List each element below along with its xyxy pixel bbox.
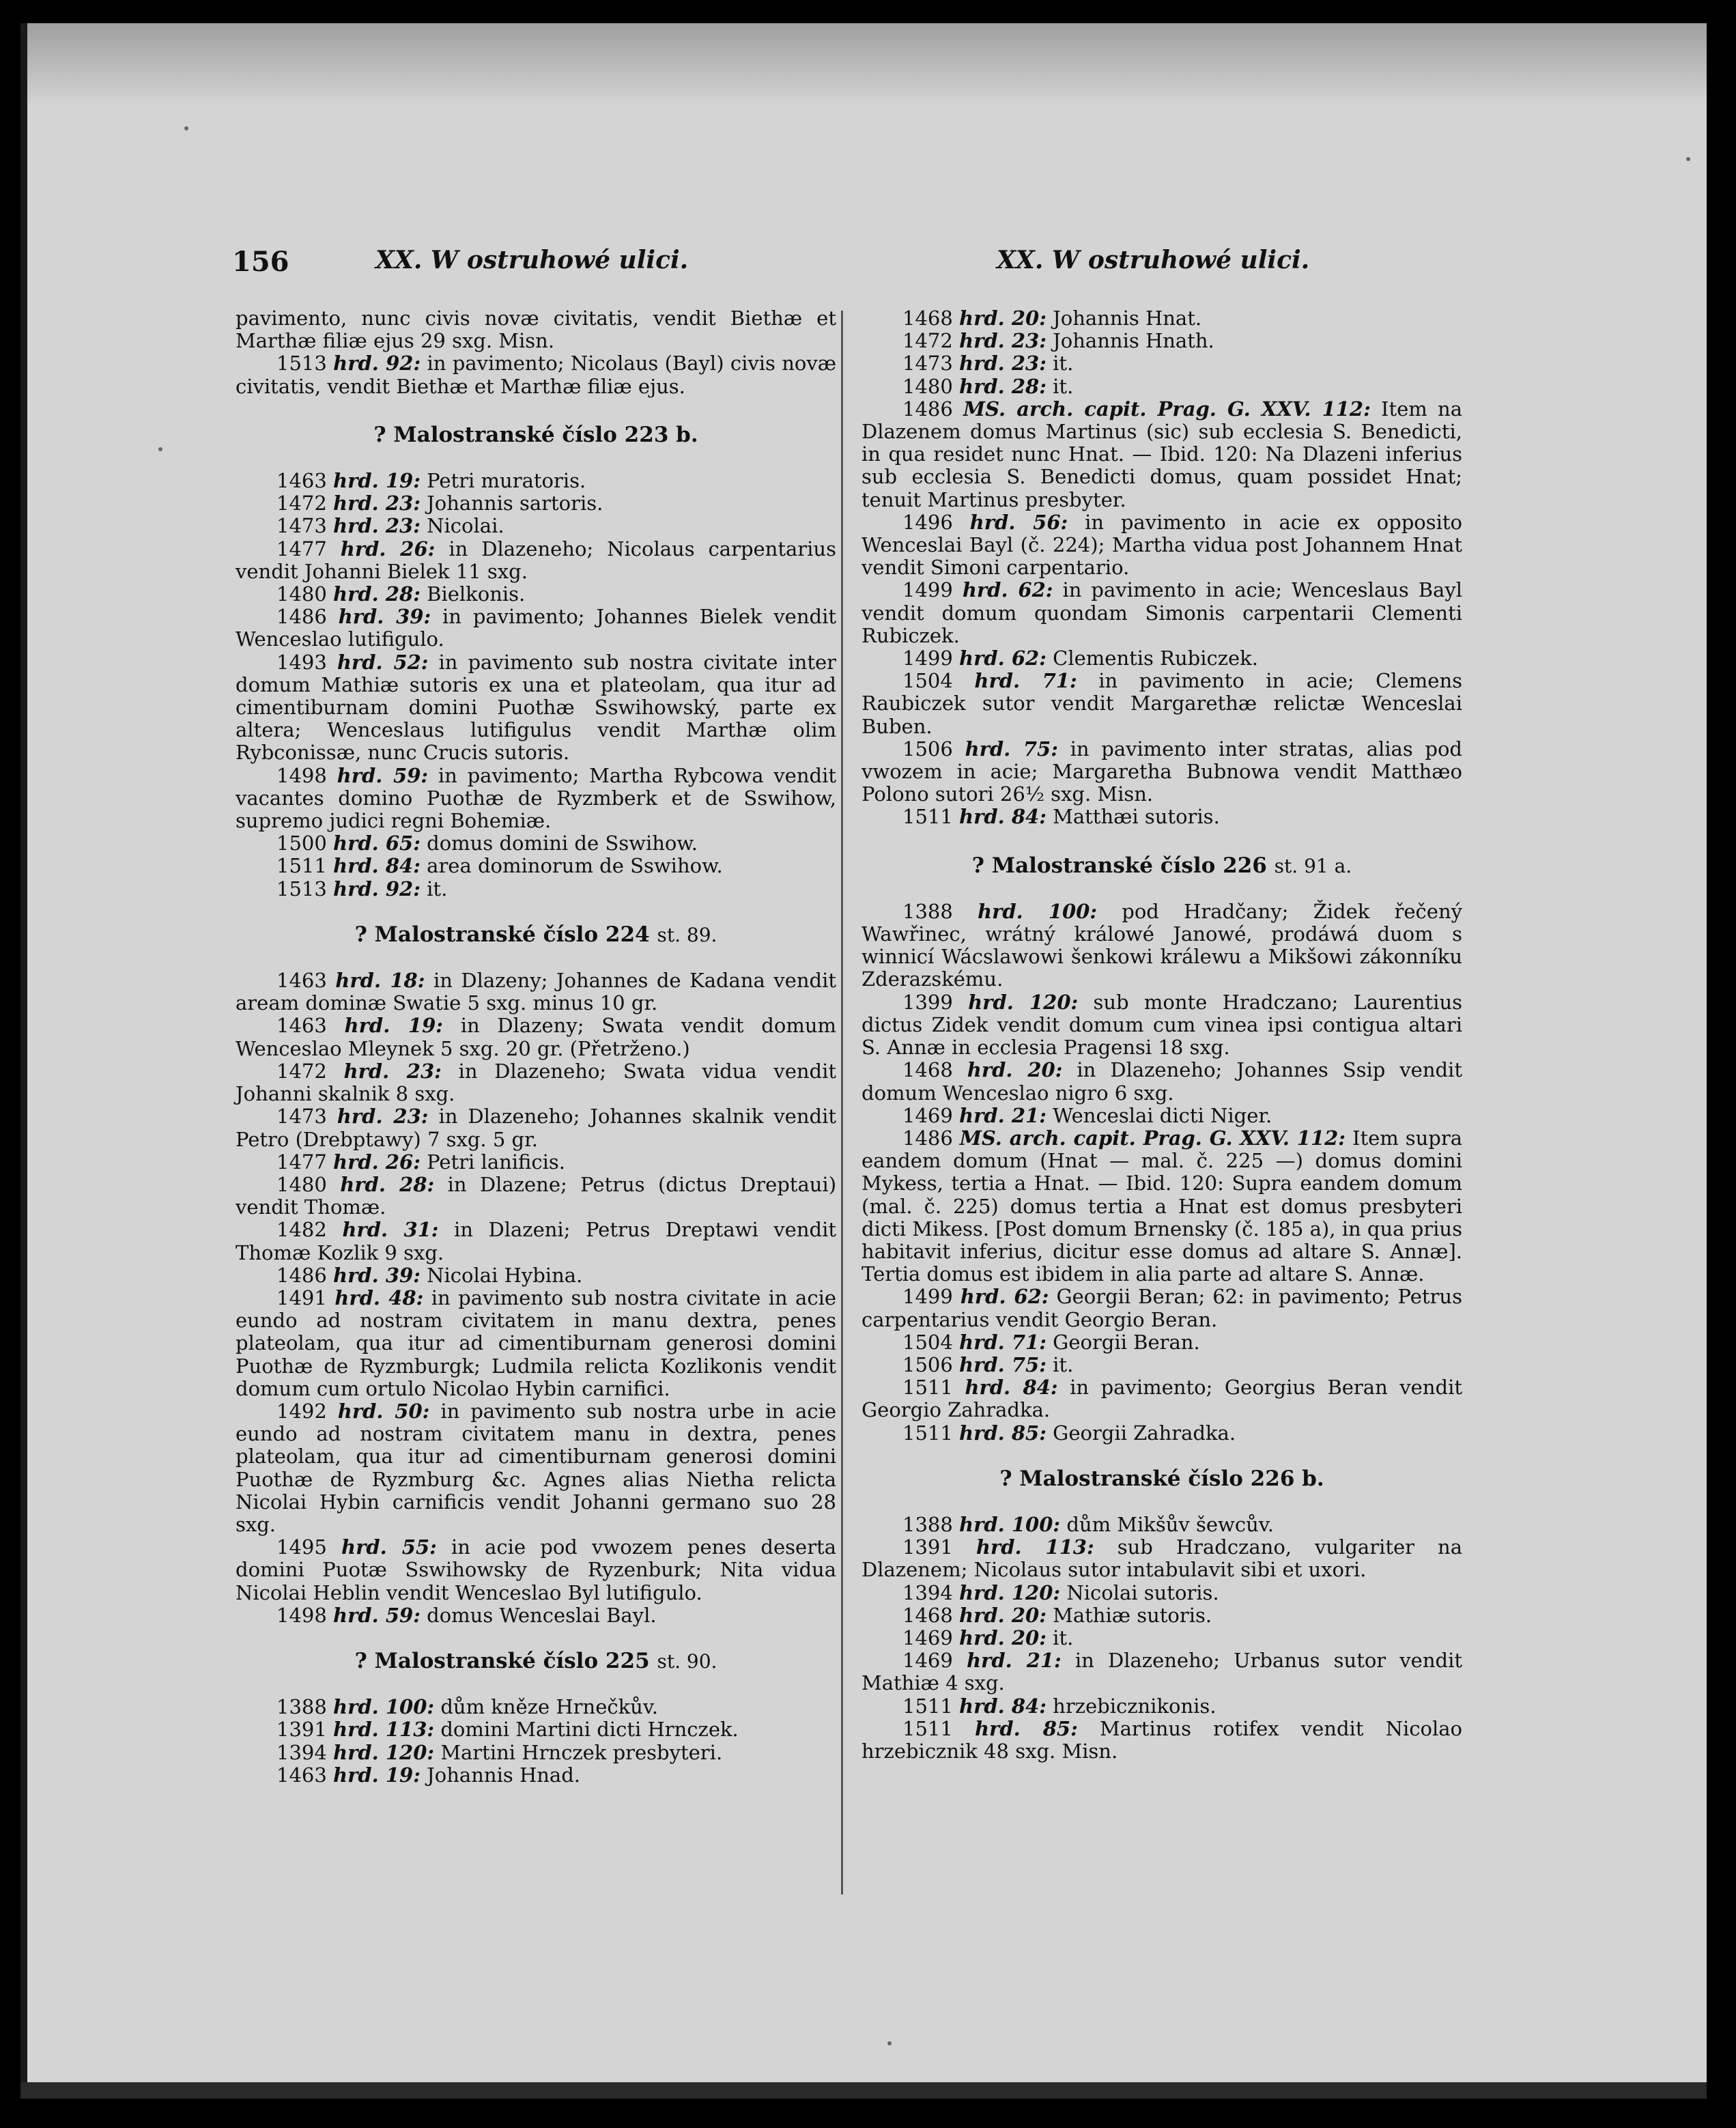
entry-text: Georgii Beran; 62: in pavimento; Petrus carpentarius vendit Georgio Beran. xyxy=(862,1285,1462,1331)
record-entry xyxy=(862,1695,1462,1718)
entry-year: 1473 xyxy=(276,1105,327,1129)
entry-text: Item supra eandem domum (Hnat — mal. č. 225 —) domus domini Mykess, tertia a Hnat. — Ibid. 120: Supra eandem domum (mal. č. 225) domus tertia a Hnat est domus presbyteri dicti Mikess. [Post domum Brnensky (č. 185 a), in qua prius habitavit inferius, dicitur esse domus ad altare S. Annæ]. Tertia domus est ibidem in alia parte ad altare S. Annæ. xyxy=(862,1126,1463,1286)
record-entry xyxy=(236,651,836,765)
entry-reference: hrd. 50: xyxy=(337,1399,430,1423)
entry-text: in Dlazeny; Swata vendit domum Wenceslao Mleynek 5 sxg. 20 gr. (Přetrženo.) xyxy=(236,1014,837,1060)
entry-reference: hrd. 28: xyxy=(959,374,1047,398)
entry-reference: hrd. 113: xyxy=(333,1718,435,1742)
record-entry xyxy=(236,538,836,583)
right-column xyxy=(862,307,1462,1763)
record-entry xyxy=(862,352,1462,375)
entry-reference: hrd. 62: xyxy=(960,1285,1049,1309)
entry-year: 1480 xyxy=(276,1172,327,1196)
entry-reference: hrd. 19: xyxy=(344,1014,443,1038)
entry-year: 1468 xyxy=(902,1603,953,1627)
header-title-left: XX. W ostruhowé ulici. xyxy=(375,246,689,274)
entry-reference: hrd. 18: xyxy=(335,969,425,993)
entry-text: in pavimento; Georgius Beran vendit Georgio Zahradka. xyxy=(862,1376,1463,1422)
record-entry xyxy=(236,878,836,900)
entry-text: in Dlazene; Petrus (dictus Dreptaui) vendit Thomæ. xyxy=(236,1172,837,1219)
entry-text: in pavimento; Johannes Bielek vendit Wenceslao lutifigulo. xyxy=(236,605,837,651)
entry-year: 1499 xyxy=(902,647,953,670)
entry-year: 1486 xyxy=(902,397,953,421)
entry-text: area dominorum de Sswihow. xyxy=(427,854,723,878)
record-entry xyxy=(862,806,1462,828)
entry-text: in pavimento; Martha Rybcowa vendit vacantes domino Puothæ de Ryzmberk et de Sswihow, supremo judici regni Bohemiæ. xyxy=(236,763,836,833)
entry-text: in pavimento in acie; Wenceslaus Bayl vendit domum quondam Simonis carpentarii Clementi Rubiczek. xyxy=(862,578,1462,647)
entry-year: 1511 xyxy=(902,1716,953,1740)
section-heading xyxy=(236,424,836,446)
entry-year: 1472 xyxy=(276,1059,327,1083)
entry-year: 1469 xyxy=(902,1103,953,1127)
section-heading-title: ? Malostranské číslo 224 xyxy=(354,922,650,947)
record-entry xyxy=(236,352,836,397)
entry-text: it. xyxy=(1053,374,1074,398)
record-entry xyxy=(236,1287,836,1400)
entry-reference: hrd. 120: xyxy=(968,990,1079,1014)
section-heading xyxy=(236,924,836,946)
entry-year: 1463 xyxy=(276,469,327,493)
entry-reference: hrd. 56: xyxy=(969,510,1068,534)
record-entry xyxy=(236,1264,836,1287)
entry-year: 1486 xyxy=(276,1263,327,1287)
entry-reference: hrd. 75: xyxy=(959,1352,1047,1376)
entry-text: Johannis Hnat. xyxy=(1053,307,1202,330)
record-entry xyxy=(862,1376,1462,1421)
running-header xyxy=(232,246,1570,287)
entry-text: it. xyxy=(1053,1352,1074,1376)
section-heading-sign: st. 89. xyxy=(657,923,717,946)
entry-year: 1394 xyxy=(276,1740,327,1764)
entry-reference: hrd. 55: xyxy=(341,1535,437,1559)
entry-text: in pavimento sub nostra civitate in acie eundo ad nostram civitatem in manu dextra, penes plateolam, qua itur ad cimentiburnam generosi domini Puothæ de Ryzmburgk; Ludmila relicta Kozlikonis vendit domum cum ortulo Nicolao Hybin carnifici. xyxy=(236,1286,837,1400)
entry-reference: hrd. 31: xyxy=(342,1218,439,1242)
record-entry xyxy=(236,1764,836,1787)
entry-year: 1511 xyxy=(276,854,327,878)
entry-text: in pavimento; Nicolaus (Bayl) civis novæ civitatis, vendit Biethæ et Marthæ filiæ ejus. xyxy=(236,352,836,398)
entry-year: 1499 xyxy=(902,1285,953,1309)
record-entry xyxy=(862,900,1462,991)
entry-reference: hrd. 120: xyxy=(333,1740,435,1764)
entry-reference: hrd. 28: xyxy=(333,582,421,606)
entry-text: Johannis sartoris. xyxy=(427,492,603,515)
entry-text: Johannis Hnad. xyxy=(427,1763,580,1787)
entry-text: in Dlazeneho; Urbanus sutor vendit Mathiæ 4 sxg. xyxy=(862,1649,1463,1695)
entry-text: in Dlazeneho; Swata vidua vendit Johanni skalnik 8 sxg. xyxy=(236,1059,837,1106)
record-entry xyxy=(862,511,1462,580)
entry-text: Petri lanificis. xyxy=(427,1150,566,1174)
record-entry xyxy=(236,606,836,651)
entry-reference: hrd. 62: xyxy=(962,578,1053,602)
entry-year: 1391 xyxy=(276,1718,327,1742)
entry-year: 1472 xyxy=(902,329,953,353)
section-heading-title: ? Malostranské číslo 225 xyxy=(354,1648,650,1673)
record-entry xyxy=(236,969,836,1015)
entry-reference: hrd. 21: xyxy=(966,1649,1062,1673)
scan-shadow xyxy=(20,23,1707,105)
entry-year: 1388 xyxy=(902,899,953,923)
entry-text: Nicolai. xyxy=(427,514,504,538)
entry-reference: hrd. 48: xyxy=(335,1286,424,1309)
entry-text: in pavimento in acie; Clemens Raubiczek sutor vendit Margarethæ relictæ Wenceslai Buben. xyxy=(862,669,1462,738)
entry-text: sub monte Hradczano; Laurentius dictus Zidek vendit domum cum vinea ipsi contigua altari S. Annæ in ecclesia Pragensi 18 sxg. xyxy=(862,990,1463,1060)
entry-reference: hrd. 23: xyxy=(343,1059,442,1083)
entry-text: hrzebicznikonis. xyxy=(1053,1694,1216,1718)
entry-year: 1469 xyxy=(902,1649,953,1673)
entry-text: domini Martini dicti Hrnczek. xyxy=(440,1718,739,1742)
entry-year: 1469 xyxy=(902,1626,953,1649)
entry-year: 1477 xyxy=(276,537,327,561)
section-heading xyxy=(862,1468,1462,1490)
entry-year: 1511 xyxy=(902,1376,953,1400)
entry-year: 1513 xyxy=(276,877,327,900)
record-entry xyxy=(236,1105,836,1150)
entry-reference: hrd. 62: xyxy=(959,647,1047,670)
entry-year: 1463 xyxy=(276,1763,327,1787)
entry-text: dům Mikšův šewcův. xyxy=(1066,1512,1274,1536)
entry-year: 1482 xyxy=(276,1218,327,1242)
entry-text: Wenceslai dicti Niger. xyxy=(1053,1103,1272,1127)
entry-text: in acie pod vwozem penes deserta domini Puotæ Sswihowsky de Ryzenburk; Nita vidua Nicolai Heblin vendit Wenceslao Byl lutifigulo. xyxy=(236,1535,837,1604)
entry-text: in pavimento in acie ex opposito Wenceslai Bayl (č. 224); Martha vidua post Johannem Hnat vendit Simoni carpentario. xyxy=(862,510,1462,580)
record-entry xyxy=(862,330,1462,352)
entry-year: 1495 xyxy=(276,1535,327,1559)
header-title-right: XX. W ostruhowé ulici. xyxy=(997,246,1310,274)
entry-text: domus domini de Sswihow. xyxy=(427,832,698,855)
entry-reference: hrd. 113: xyxy=(976,1535,1094,1559)
entry-year: 1399 xyxy=(902,990,953,1014)
record-entry xyxy=(862,1127,1462,1286)
entry-year: 1468 xyxy=(902,307,953,330)
entry-text: Item na Dlazenem domus Martinus (sic) sub ecclesia S. Benedicti, in qua residet nunc Hnat. — Ibid. 120: Na Dlazeni inferius sub ecclesia S. Benedicti domus, quam possidet Hnat; tenuit Martinus presbyter. xyxy=(862,397,1462,511)
record-entry xyxy=(236,765,836,833)
record-entry xyxy=(236,1400,836,1536)
entry-reference: hrd. 39: xyxy=(338,605,431,629)
entry-year: 1493 xyxy=(276,650,327,674)
entry-year: 1506 xyxy=(902,737,953,761)
record-entry xyxy=(236,583,836,606)
record-entry xyxy=(236,1696,836,1718)
entry-year: 1480 xyxy=(276,582,327,606)
entry-reference: hrd. 28: xyxy=(340,1172,435,1196)
section-heading-sign: st. 91 a. xyxy=(1274,854,1352,877)
entry-text: Martinus rotifex vendit Nicolao hrzebicznik 48 sxg. Misn. xyxy=(862,1716,1463,1763)
entry-text: in Dlazeny; Johannes de Kadana vendit aream dominæ Swatie 5 sxg. minus 10 gr. xyxy=(236,969,837,1015)
column-divider xyxy=(841,311,843,1895)
record-entry xyxy=(862,1059,1462,1104)
entry-reference: MS. arch. capit. Prag. G. XXV. 112: xyxy=(959,1126,1346,1150)
entry-reference: hrd. 39: xyxy=(333,1263,421,1287)
entry-text: it. xyxy=(1053,1626,1074,1649)
record-entry xyxy=(236,1174,836,1219)
entry-year: 1391 xyxy=(902,1535,953,1559)
record-entry xyxy=(236,1060,836,1105)
entry-year: 1472 xyxy=(276,492,327,515)
entry-reference: hrd. 20: xyxy=(959,1603,1047,1627)
record-entry xyxy=(862,738,1462,806)
entry-year: 1463 xyxy=(276,1014,327,1038)
entry-text: Mathiæ sutoris. xyxy=(1053,1603,1212,1627)
entry-year: 1473 xyxy=(902,352,953,375)
record-entry xyxy=(236,855,836,877)
section-heading-title: ? Malostranské číslo 226 xyxy=(971,853,1267,878)
entry-year: 1504 xyxy=(902,669,953,693)
entry-year: 1473 xyxy=(276,514,327,538)
entry-reference: hrd. 23: xyxy=(959,352,1047,375)
entry-text: in Dlazeneho; Johannes Ssip vendit domum Wenceslao nigro 6 sxg. xyxy=(862,1058,1462,1105)
entry-reference: hrd. 26: xyxy=(340,537,436,561)
entry-year: 1394 xyxy=(902,1580,953,1604)
entry-reference: hrd. 84: xyxy=(965,1376,1058,1400)
entry-year: 1486 xyxy=(902,1126,953,1150)
section-heading xyxy=(236,1650,836,1673)
left-column xyxy=(236,307,836,1787)
entry-reference: hrd. 75: xyxy=(965,737,1058,761)
record-entry xyxy=(862,1604,1462,1627)
entry-year: 1477 xyxy=(276,1150,327,1174)
record-entry xyxy=(862,1718,1462,1763)
entry-text: Bielkonis. xyxy=(427,582,526,606)
entry-year: 1498 xyxy=(276,763,327,787)
entry-year: 1511 xyxy=(902,1694,953,1718)
record-entry xyxy=(862,1514,1462,1536)
record-entry xyxy=(862,1422,1462,1445)
record-entry xyxy=(236,1604,836,1627)
entry-year: 1468 xyxy=(902,1058,953,1082)
entry-reference: hrd. 23: xyxy=(959,329,1047,353)
record-entry xyxy=(236,1219,836,1264)
entry-reference: hrd. 92: xyxy=(333,877,421,900)
entry-reference: hrd. 59: xyxy=(333,1603,421,1627)
entry-year: 1388 xyxy=(902,1512,953,1536)
record-entry xyxy=(236,1718,836,1741)
entry-reference: MS. arch. capit. Prag. G. XXV. 112: xyxy=(963,397,1371,421)
section-heading-sign: st. 90. xyxy=(657,1649,717,1673)
entry-text: in pavimento inter stratas, alias pod vwozem in acie; Margaretha Bubnowa vendit Matthæo Polono sutori 26½ sxg. Misn. xyxy=(862,737,1462,806)
entry-reference: hrd. 65: xyxy=(333,832,421,855)
scan-edge-left xyxy=(20,23,27,2099)
entry-text: in pavimento sub nostra urbe in acie eundo ad nostram civitatem manu in dextra, penes plateolam, qua itur ad cimentiburnam generosi domini Puothæ de Ryzmburg &c. Agnes alias Nietha relicta Nicolai Hybin carnificis vendit Johanni germano suo 28 sxg. xyxy=(236,1399,836,1536)
entry-reference: hrd. 21: xyxy=(959,1103,1047,1127)
record-entry xyxy=(862,1582,1462,1604)
entry-reference: hrd. 23: xyxy=(337,1105,429,1129)
entry-reference: hrd. 20: xyxy=(959,307,1047,330)
entry-year: 1492 xyxy=(276,1399,327,1423)
record-entry xyxy=(862,647,1462,670)
entry-text: in pavimento sub nostra civitate inter domum Mathiæ sutoris ex una et plateolam, qua itur ad cimentiburnam domini Puothæ Sswihowský, parte ex altera; Wenceslaus lutifigulus vendit Marthæ olim Rybconissæ, nunc Crucis sutoris. xyxy=(236,650,836,765)
entry-reference: hrd. 20: xyxy=(967,1058,1063,1082)
entry-year: 1496 xyxy=(902,510,953,534)
entry-text: it. xyxy=(427,877,448,900)
entry-text: Georgii Zahradka. xyxy=(1053,1421,1236,1445)
entry-text: Nicolai sutoris. xyxy=(1066,1580,1219,1604)
entry-reference: hrd. 84: xyxy=(959,1694,1047,1718)
entry-text: sub Hradczano, vulgariter na Dlazenem; Nicolaus sutor intabulavit sibi et uxori. xyxy=(862,1535,1463,1582)
entry-text: in Dlazeneho; Johannes skalnik vendit Petro (Drebptawy) 7 sxg. 5 gr. xyxy=(236,1105,837,1151)
record-entry xyxy=(862,1286,1462,1331)
entry-text: Petri muratoris. xyxy=(427,469,586,493)
entry-reference: hrd. 19: xyxy=(333,1763,421,1787)
record-entry xyxy=(236,1015,836,1060)
entry-reference: hrd. 85: xyxy=(959,1421,1047,1445)
entry-reference: hrd. 100: xyxy=(333,1695,435,1719)
entry-text: in Dlazeneho; Nicolaus carpentarius vendit Johanni Bielek 11 sxg. xyxy=(236,537,836,583)
record-entry xyxy=(862,1354,1462,1376)
record-entry xyxy=(862,307,1462,330)
record-entry xyxy=(862,670,1462,738)
entry-text: pod Hradčany; Židek řečený Wawřinec, wrátný králowé Janowé, prodáwá duom s winnicí Wácslawowi šenkowi králewu a Mikšowi zákonníku Zderazskému. xyxy=(862,899,1463,991)
entry-reference: hrd. 120: xyxy=(959,1580,1061,1604)
entry-reference: hrd. 52: xyxy=(337,650,429,674)
record-entry xyxy=(236,515,836,537)
entry-reference: hrd. 100: xyxy=(959,1512,1061,1536)
entry-reference: hrd. 26: xyxy=(333,1150,421,1174)
entry-text: dům kněze Hrnečkův. xyxy=(440,1695,659,1719)
entry-reference: hrd. 84: xyxy=(333,854,421,878)
section-heading-title: ? Malostranské číslo 223 b. xyxy=(373,422,698,447)
entry-reference: hrd. 71: xyxy=(974,669,1077,693)
entry-year: 1498 xyxy=(276,1603,327,1627)
entry-year: 1486 xyxy=(276,605,327,629)
entry-reference: hrd. 19: xyxy=(333,469,421,493)
entry-year: 1491 xyxy=(276,1286,327,1309)
entry-year: 1463 xyxy=(276,969,327,993)
record-entry xyxy=(862,1536,1462,1581)
entry-year: 1480 xyxy=(902,374,953,398)
entry-text: Martini Hrnczek presbyteri. xyxy=(440,1740,723,1764)
entry-year: 1500 xyxy=(276,832,327,855)
entry-text: domus Wenceslai Bayl. xyxy=(427,1603,657,1627)
record-entry xyxy=(236,492,836,515)
section-heading-title: ? Malostranské číslo 226 b. xyxy=(999,1466,1324,1491)
entry-reference: hrd. 84: xyxy=(959,805,1047,829)
entry-reference: hrd. 85: xyxy=(974,1716,1078,1740)
record-entry xyxy=(862,579,1462,647)
entry-year: 1511 xyxy=(902,1421,953,1445)
record-entry xyxy=(236,1742,836,1764)
entry-year: 1504 xyxy=(902,1330,953,1354)
record-entry xyxy=(236,832,836,855)
record-entry xyxy=(862,991,1462,1060)
record-entry xyxy=(862,1105,1462,1127)
record-entry xyxy=(236,470,836,492)
record-entry xyxy=(862,1649,1462,1694)
record-entry xyxy=(862,1331,1462,1354)
entry-reference: hrd. 71: xyxy=(959,1330,1047,1354)
entry-year: 1388 xyxy=(276,1695,327,1719)
speck xyxy=(158,447,162,451)
entry-reference: hrd. 100: xyxy=(978,899,1098,923)
record-entry xyxy=(862,1627,1462,1649)
entry-text: it. xyxy=(1053,352,1074,375)
section-heading xyxy=(862,855,1462,877)
scan-edge-bottom xyxy=(20,2082,1707,2099)
entry-text: in Dlazeni; Petrus Dreptawi vendit Thomæ Kozlik 9 sxg. xyxy=(236,1218,837,1264)
entry-text: Clementis Rubiczek. xyxy=(1053,647,1258,670)
entry-year: 1513 xyxy=(276,352,327,375)
entry-reference: hrd. 92: xyxy=(333,352,421,375)
entry-reference: hrd. 23: xyxy=(333,514,421,538)
entry-year: 1506 xyxy=(902,1352,953,1376)
entry-reference: hrd. 59: xyxy=(337,763,429,787)
speck xyxy=(184,126,188,130)
entry-text: Georgii Beran. xyxy=(1053,1330,1200,1354)
entry-reference: hrd. 20: xyxy=(959,1626,1047,1649)
entry-text: Nicolai Hybina. xyxy=(427,1263,583,1287)
record-entry xyxy=(236,1536,836,1604)
speck xyxy=(1686,157,1690,161)
entry-year: 1511 xyxy=(902,805,953,829)
record-entry xyxy=(236,1151,836,1174)
entry-year: 1499 xyxy=(902,578,953,602)
record-entry xyxy=(862,398,1462,511)
continued-paragraph: pavimento, nunc civis novæ civitatis, vendit Biethæ et Marthæ filiæ ejus 29 sxg. Misn. xyxy=(236,307,836,353)
record-entry xyxy=(862,375,1462,398)
entry-text: Matthæi sutoris. xyxy=(1053,805,1220,829)
entry-reference: hrd. 23: xyxy=(333,492,421,515)
entry-text: Johannis Hnath. xyxy=(1053,329,1214,353)
page-number: 156 xyxy=(232,246,289,278)
speck xyxy=(887,2041,892,2045)
